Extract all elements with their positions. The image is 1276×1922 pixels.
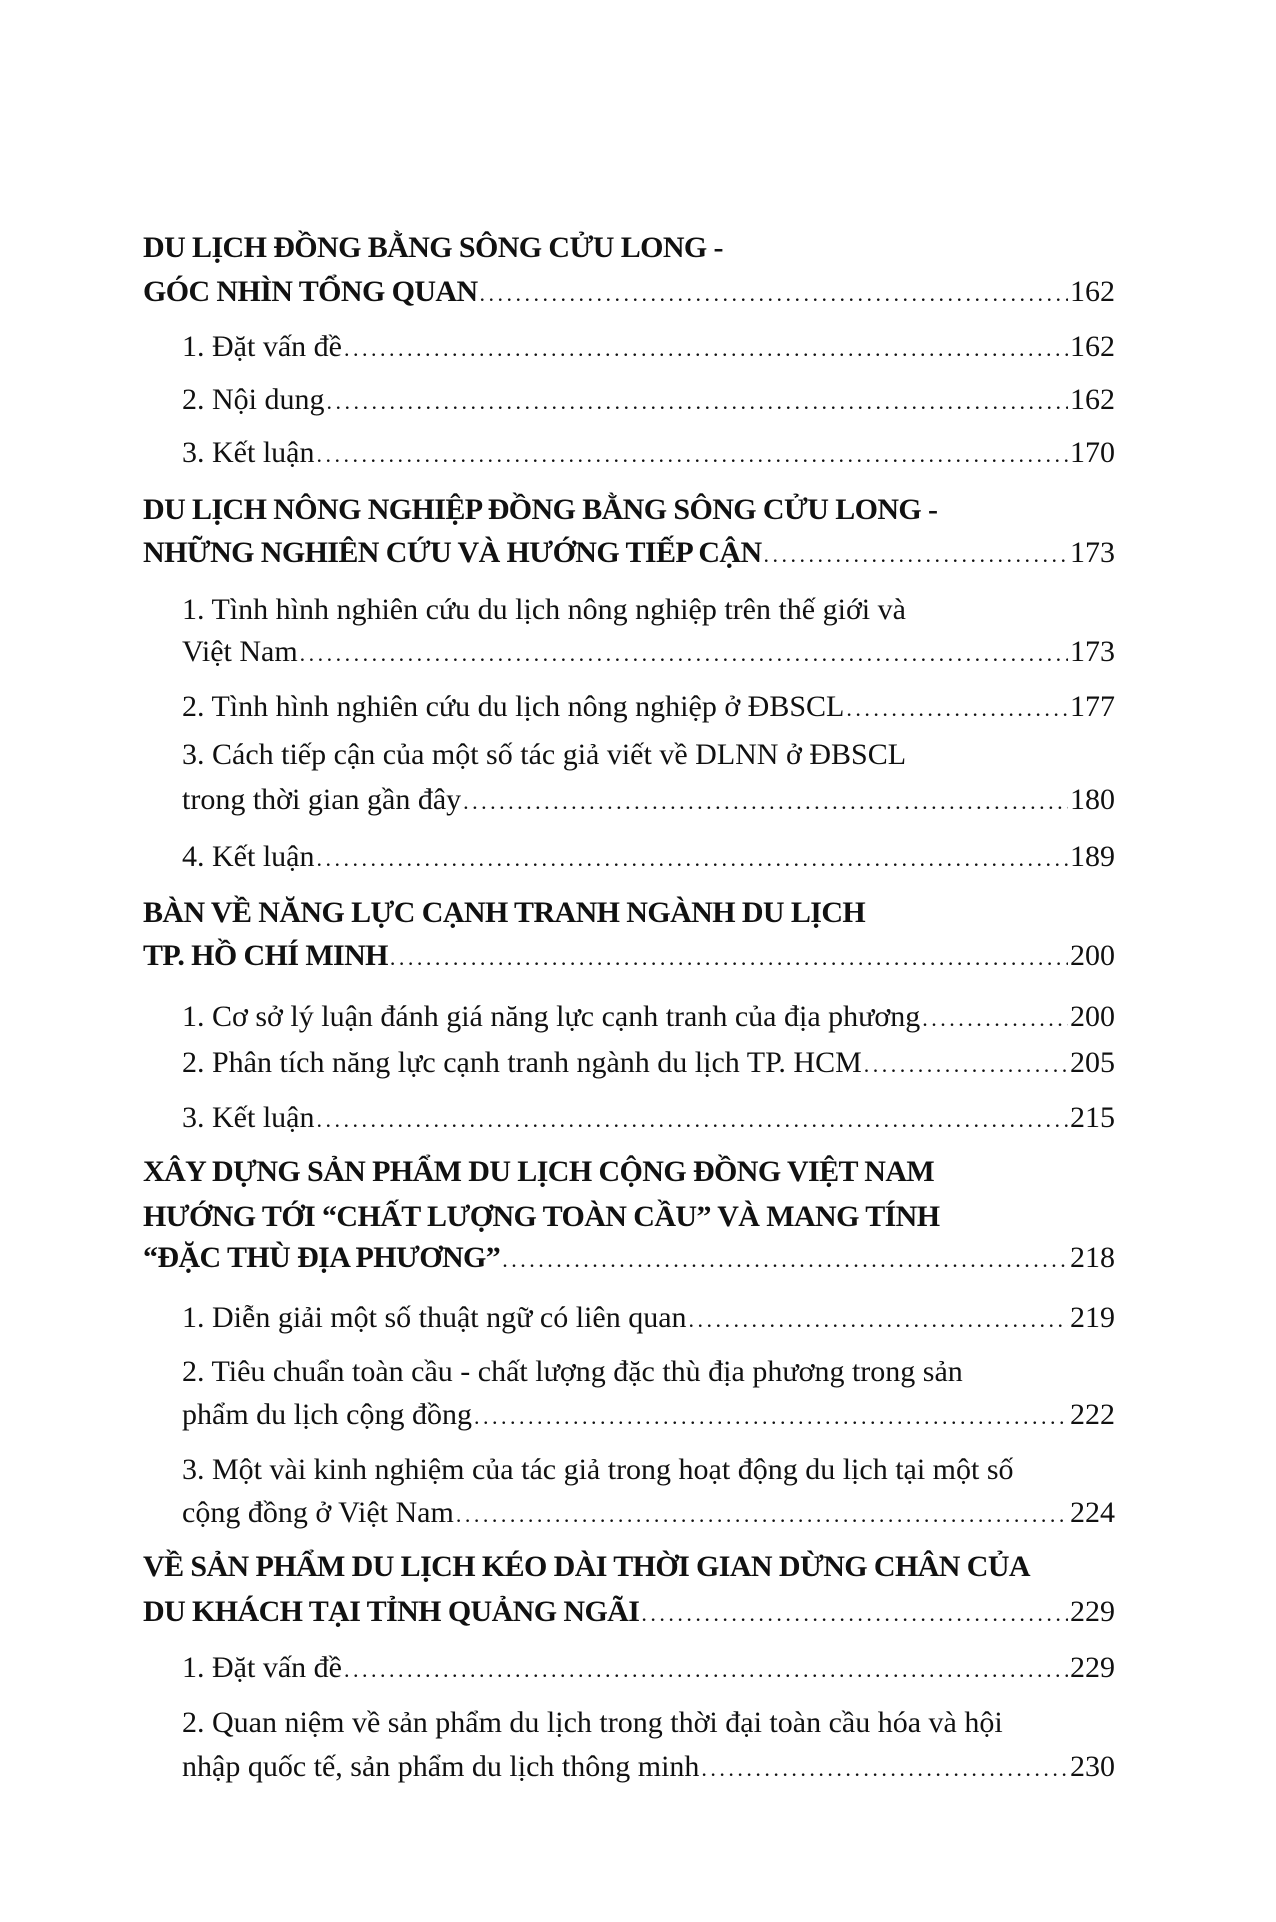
toc-item[interactable] [182,1646,1115,1690]
dot-leader [474,1395,1068,1439]
page-number: 162 [1070,383,1115,416]
toc-heading-text: VỀ SẢN PHẨM DU LỊCH KÉO DÀI THỜI GIAN DỪNG CHÂN CỦA [143,1550,1030,1583]
toc-heading-line [143,488,1115,532]
toc-heading-text: HƯỚNG TỚI “CHẤT LƯỢNG TOÀN CẦU” VÀ MANG TÍNH [143,1200,940,1233]
dot-leader [641,1592,1068,1636]
toc-heading-text: DU LỊCH ĐỒNG BẰNG SÔNG CỬU LONG - [143,231,723,264]
toc-item-text: 2. Tiêu chuẩn toàn cầu - chất lượng đặc thù địa phương trong sản [182,1355,963,1388]
toc-heading-line[interactable] [143,270,1115,314]
dot-leader [344,1648,1068,1692]
toc-item-text: 3. Cách tiếp cận của một số tác giả viết về DLNN ở ĐBSCL [182,738,907,771]
toc-item[interactable] [182,431,1115,475]
page-number: 224 [1070,1496,1115,1529]
toc-item-text: 2. Phân tích năng lực cạnh tranh ngành du lịch TP. HCM [182,1046,862,1079]
toc-item-text: 4. Kết luận [182,840,315,873]
page-number: 230 [1070,1750,1115,1783]
dot-leader [316,1098,1068,1142]
toc-heading-line[interactable] [143,934,1115,978]
toc-heading-text: TP. HỒ CHÍ MINH [143,939,388,972]
toc-item-text: 2. Tình hình nghiên cứu du lịch nông nghiệp ở ĐBSCL [182,690,845,723]
toc-item[interactable] [182,778,1115,822]
toc-heading-line [143,1195,1115,1239]
toc-heading-line[interactable] [143,531,1115,575]
toc-item[interactable] [182,325,1115,369]
dot-leader [316,837,1068,881]
toc-item-text: 2. Quan niệm về sản phẩm du lịch trong thời đại toàn cầu hóa và hội [182,1706,1003,1739]
toc-item-line [182,1701,1115,1745]
dot-leader [502,1238,1068,1282]
toc-item-line [182,1350,1115,1394]
toc-item-text: phẩm du lịch cộng đồng [182,1398,472,1431]
toc-item-text: 1. Diễn giải một số thuật ngữ có liên quan [182,1301,687,1334]
page-number: 189 [1070,840,1115,873]
toc-item[interactable] [182,1296,1115,1340]
page-number: 218 [1070,1241,1115,1274]
toc-item-text: Việt Nam [182,635,298,668]
toc-item-line [182,733,1115,777]
dot-leader [764,533,1068,577]
dot-leader [922,997,1068,1041]
page-number: 205 [1070,1046,1115,1079]
toc-item-text: 2. Nội dung [182,383,325,416]
toc-item-text: trong thời gian gần đây [182,783,462,816]
toc-heading-text: DU LỊCH NÔNG NGHIỆP ĐỒNG BẰNG SÔNG CỬU LONG - [143,493,938,526]
dot-leader [864,1043,1068,1087]
page-number: 177 [1070,690,1115,723]
page-number: 170 [1070,436,1115,469]
toc-heading-text: GÓC NHÌN TỔNG QUAN [143,275,478,308]
dot-leader [316,433,1068,477]
toc-item[interactable] [182,1041,1115,1085]
toc-item[interactable] [182,1491,1115,1535]
toc-heading-line [143,1150,1115,1194]
toc-item-line [182,1448,1115,1492]
dot-leader [846,687,1068,731]
toc-item-text: 1. Đặt vấn đề [182,330,342,363]
dot-leader [463,780,1068,824]
page-number: 229 [1070,1651,1115,1684]
dot-leader [300,632,1068,676]
toc-heading-text: XÂY DỰNG SẢN PHẨM DU LỊCH CỘNG ĐỒNG VIỆT NAM [143,1155,935,1188]
dot-leader [701,1747,1068,1791]
page-number: 229 [1070,1595,1115,1628]
toc-item[interactable] [182,995,1115,1039]
toc-heading-text: NHỮNG NGHIÊN CỨU VÀ HƯỚNG TIẾP CẬN [143,536,762,569]
page-number: 222 [1070,1398,1115,1431]
toc-heading-line[interactable] [143,1590,1115,1634]
page-number: 180 [1070,783,1115,816]
dot-leader [390,936,1068,980]
toc-heading-line [143,226,1115,270]
toc-heading-text: BÀN VỀ NĂNG LỰC CẠNH TRANH NGÀNH DU LỊCH [143,896,866,929]
dot-leader [689,1298,1068,1342]
toc-item-text: 3. Một vài kinh nghiệm của tác giả trong hoạt động du lịch tại một số [182,1453,1014,1486]
toc-item[interactable] [182,685,1115,729]
toc-item[interactable] [182,378,1115,422]
toc-item-line [182,588,1115,632]
toc-heading-text: DU KHÁCH TẠI TỈNH QUẢNG NGÃI [143,1595,640,1628]
dot-leader [327,380,1069,424]
page-number: 162 [1070,275,1115,308]
toc-heading-line [143,891,1115,935]
dot-leader [344,327,1068,371]
toc-item-text: 1. Tình hình nghiên cứu du lịch nông nghiệp trên thế giới và [182,593,906,626]
page-number: 200 [1070,1000,1115,1033]
toc-item-text: 3. Kết luận [182,436,315,469]
toc-item-text: 1. Cơ sở lý luận đánh giá năng lực cạnh tranh của địa phương [182,1000,921,1033]
toc-item[interactable] [182,1745,1115,1789]
dot-leader [480,272,1068,316]
page-number: 200 [1070,939,1115,972]
toc-item[interactable] [182,835,1115,879]
toc-item-text: 1. Đặt vấn đề [182,1651,342,1684]
toc-item-text: nhập quốc tế, sản phẩm du lịch thông minh [182,1750,700,1783]
toc-item[interactable] [182,630,1115,674]
toc-item[interactable] [182,1096,1115,1140]
toc-item-text: 3. Kết luận [182,1101,315,1134]
toc-item-text: cộng đồng ở Việt Nam [182,1496,454,1529]
page-number: 219 [1070,1301,1115,1334]
toc-heading-line [143,1545,1115,1589]
toc-heading-text: “ĐẶC THÙ ĐỊA PHƯƠNG” [143,1241,501,1274]
toc-heading-line[interactable] [143,1236,1115,1280]
page-number: 173 [1070,536,1115,569]
page-number: 173 [1070,635,1115,668]
toc-item[interactable] [182,1393,1115,1437]
page-number: 215 [1070,1101,1115,1134]
dot-leader [456,1493,1068,1537]
page-number: 162 [1070,330,1115,363]
